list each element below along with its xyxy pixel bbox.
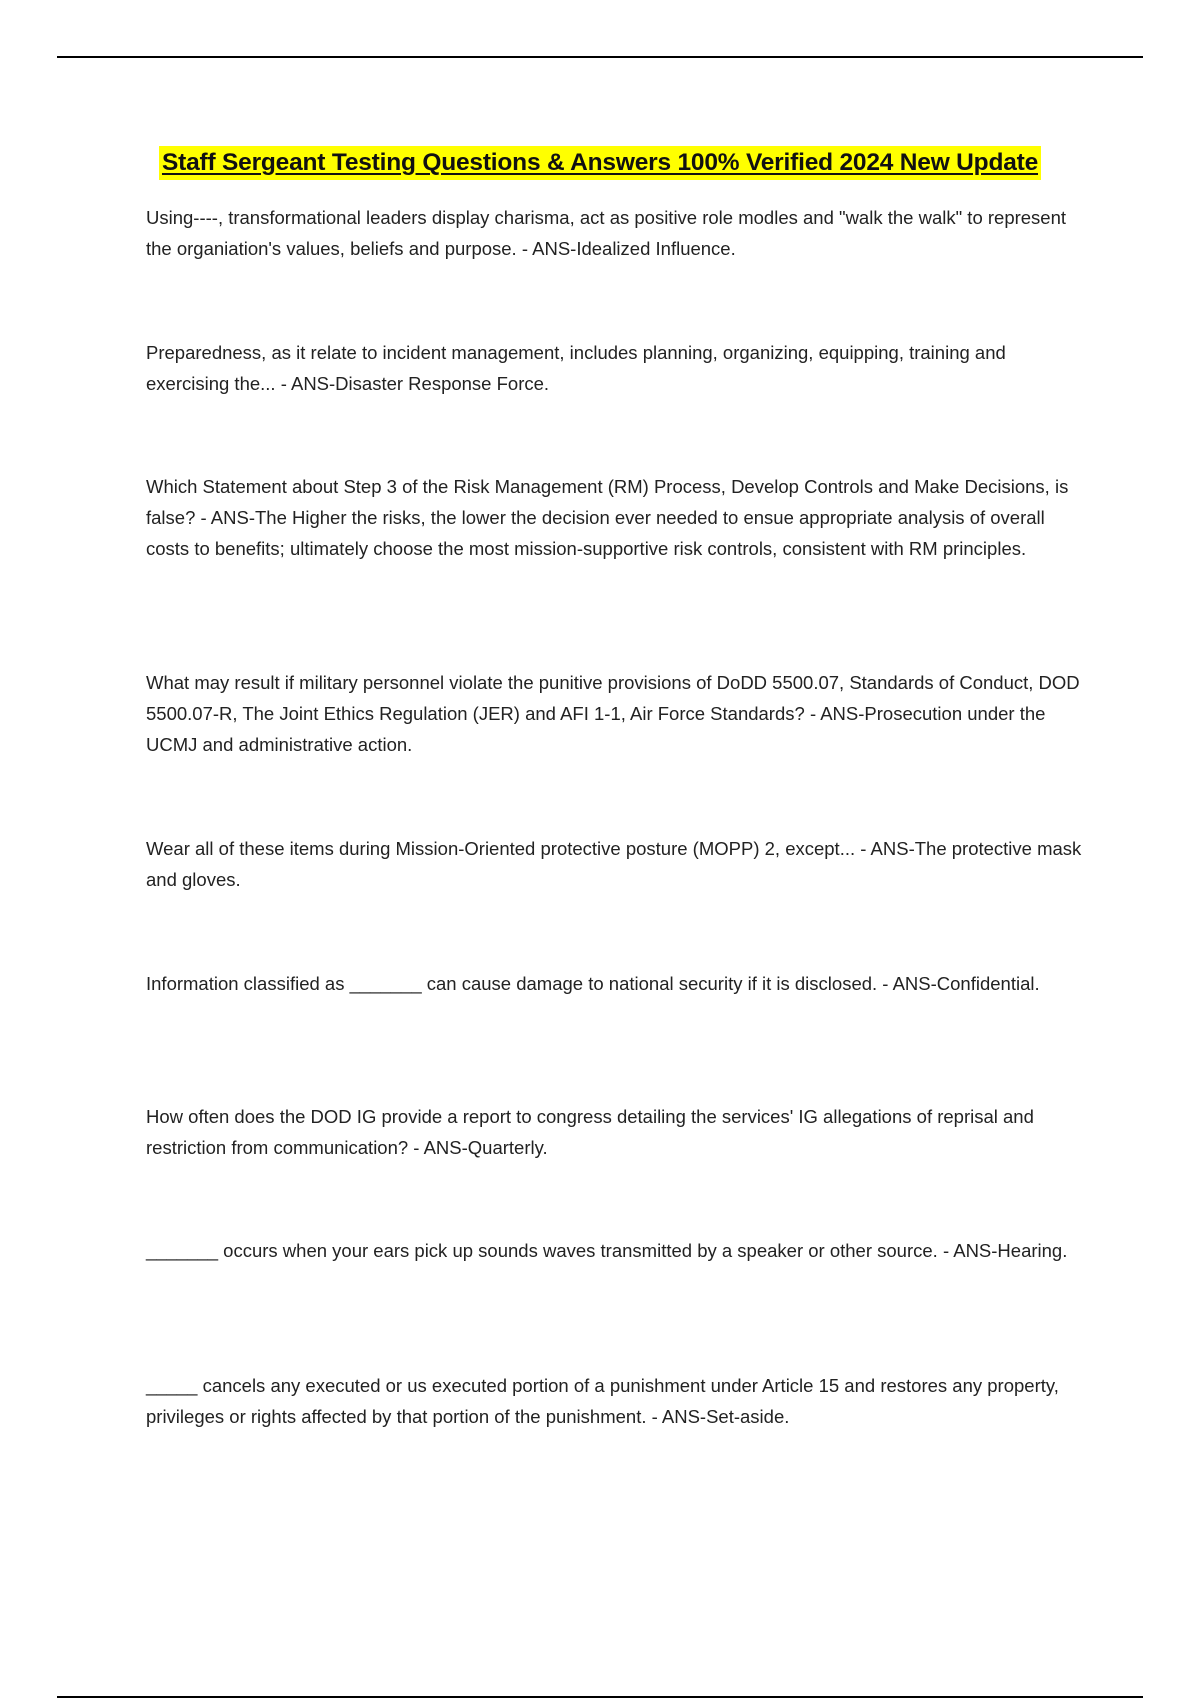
qa-item-3: Which Statement about Step 3 of the Risk Management (RM) Process, Develop Controls and Make Decisions, is false? - ANS-The Higher the risks, the lower the decision ever needed to ensue appropriate analysis of overall costs to benefits; ultimately choose the most mission-supportive risk controls, consistent with RM principles. — [146, 476, 1069, 559]
page-bottom-rule — [57, 1696, 1143, 1698]
qa-item-6: Information classified as _______ can cause damage to national security if it is disclosed. - ANS-Confidential. — [146, 973, 1040, 994]
qa-item-2: Preparedness, as it relate to incident management, includes planning, organizing, equipping, training and exercising the... - ANS-Disaster Response Force. — [146, 342, 1006, 394]
qa-item-5: Wear all of these items during Mission-Oriented protective posture (MOPP) 2, except... - ANS-The protective mask and gloves. — [146, 838, 1082, 890]
qa-item-8: _______ occurs when your ears pick up sounds waves transmitted by a speaker or other source. - ANS-Hearing. — [146, 1240, 1068, 1261]
title-container — [0, 146, 1200, 180]
qa-item-4: What may result if military personnel violate the punitive provisions of DoDD 5500.07, Standards of Conduct, DOD 5500.07-R, The Joint Ethics Regulation (JER) and AFI 1-1, Air Force Standards? - ANS-Prosecution under the UCMJ and administrative action. — [146, 672, 1080, 755]
qa-item-7: How often does the DOD IG provide a report to congress detailing the services' IG allegations of reprisal and restriction from communication? - ANS-Quarterly. — [146, 1106, 1034, 1158]
qa-item-1: Using----, transformational leaders display charisma, act as positive role modles and "walk the walk" to represent the organiation's values, beliefs and purpose. - ANS-Idealized Influence. — [146, 207, 1067, 259]
qa-item-9: _____ cancels any executed or us executed portion of a punishment under Article 15 and restores any property, privileges or rights affected by that portion of the punishment. - ANS-Set-aside. — [146, 1375, 1059, 1427]
page-top-rule — [57, 56, 1143, 58]
document-title: Staff Sergeant Testing Questions & Answers 100% Verified 2024 New Update — [159, 146, 1041, 180]
